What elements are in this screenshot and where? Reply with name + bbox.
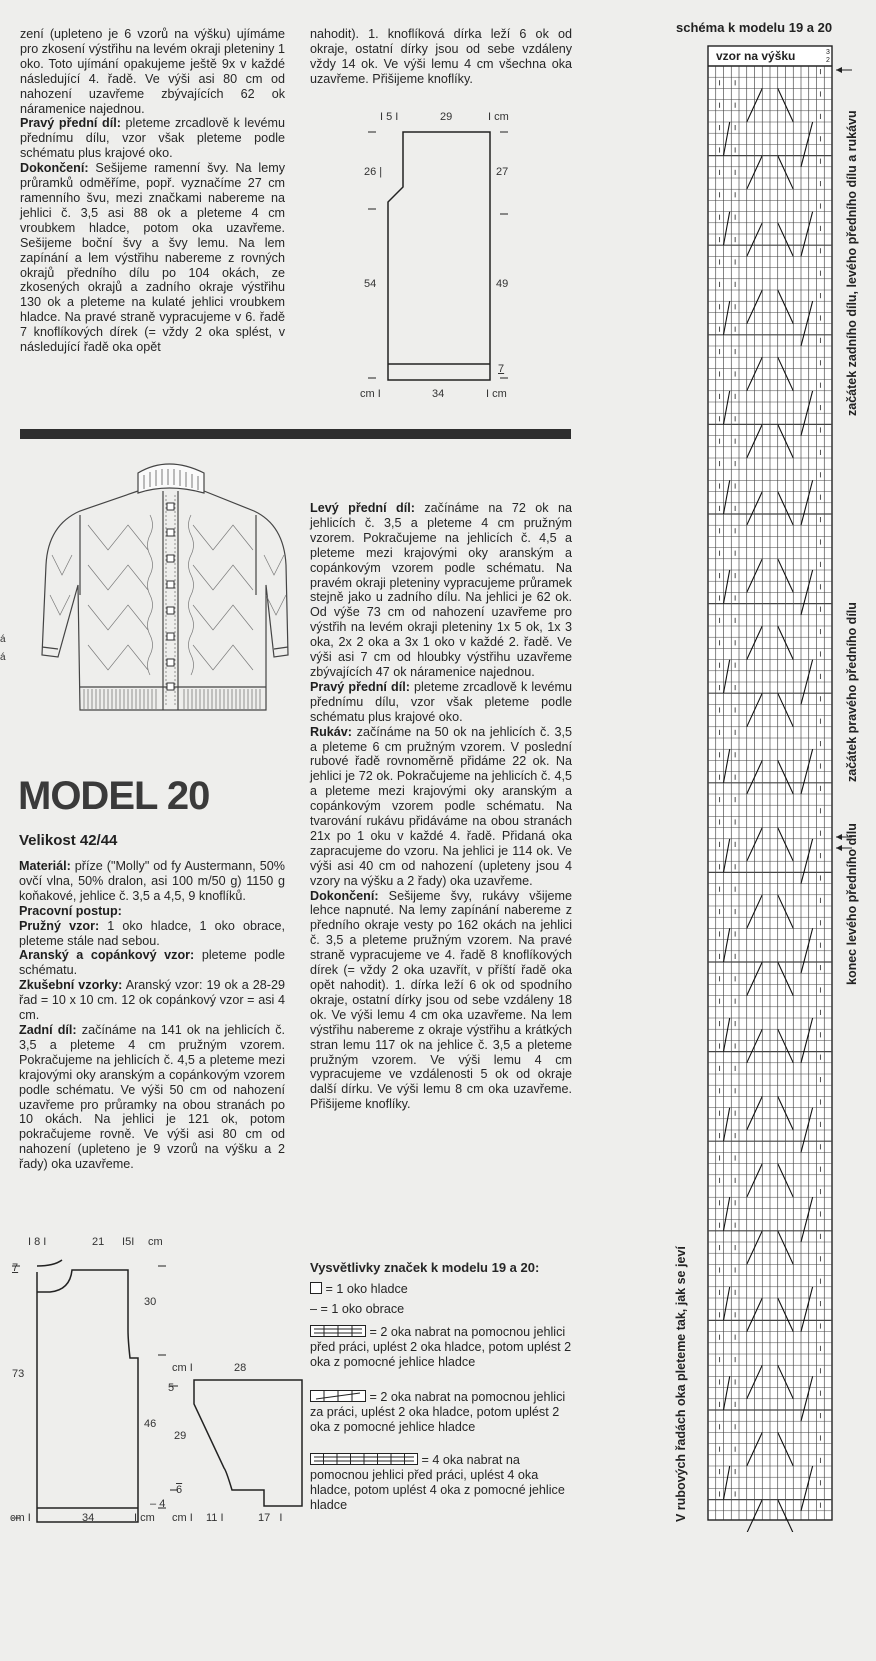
paragraph-heading: Pravý přední díl:: [310, 679, 410, 694]
size-heading: Velikost 42/44: [19, 832, 118, 849]
paragraph-body: Sešijeme švy, rukávy všijeme lehce napnuté. Na lemy zapínání nabereme z předního okraje vesty po 162 okách na jehlici č. 3,5 a pleteme pružným vzorem. Na pravé straně vypracujeme ve 4. řadě 8 knoflíkových dírek (= vždy 2 oka uzavřít, v příští řadě oka opět nahodit). 1. dírka leží 6 ok od spodního okraje, ostatní dírky jsou od sebe vzdáleny 18 ok. Ve výši lemu 4 cm oka uzavřeme. Na lem výstřihu nabereme z okraje výstřihu a krátkých stran lemu 117 ok na jehlice č. 3,5 a pleteme pružným vzorem. Ve výši lemu 4 cm vypracujeme ve vzdálenosti 5 ok od okraje další dírku. Ve výši lemu 8 cm oka uzavřeme. Přišijeme knoflíky.: [310, 888, 572, 1112]
diagram1-outline: [360, 110, 520, 410]
paragraph-body: začínáme na 50 ok na jehlicích č. 3,5 a pleteme 6 cm pružným vzorem. V poslední rubové řadě rovnoměrně přidáme 22 ok. Na jehlici je 72 ok. Pokračujeme na jehlicích č. 4,5 a pleteme mezi krajovými oky aranským a copánkovým vzorem podle schématu. Na tvarování rukávu přidáváme na obou stranách 21x po 1 oku v každé 4. řadě. Přidaná oka zapracujeme do vzoru. Na jehlici je 114 ok. Ve výši asi 40 cm od nahození (upleteny jsou 4 vzory na výšku a 2 řady) oka uzavřeme.: [310, 724, 572, 888]
paragraph-heading: Pravý přední díl:: [20, 116, 121, 131]
diagram1-top-5: I 5 I: [380, 111, 399, 123]
paragraph-heading: Dokončení:: [310, 888, 379, 903]
paragraph-heading: Zkušební vzorky:: [19, 978, 123, 993]
model20-text-col2: [310, 501, 572, 1112]
paragraph-heading: Levý přední díl:: [310, 501, 415, 515]
diagram1-bottom-cm: cm I: [360, 388, 381, 400]
paragraph-body: 1 oko hladce, 1 oko obrace, pleteme stále nad sebou.: [19, 918, 286, 948]
paragraph-heading: Rukáv:: [310, 724, 352, 739]
diagram1-left-26: 26 |: [364, 166, 383, 178]
diagram2-right-4: – 4: [150, 1498, 166, 1510]
chart-header-label: vzor na výšku: [716, 49, 796, 63]
diagram3-bottom-17: 17 I: [258, 1512, 283, 1524]
diagram1-top-cm: I cm: [488, 111, 509, 123]
paragraph: [310, 501, 572, 680]
paragraph-body: začínáme na 72 ok na jehlicích č. 3,5 a pleteme 4 cm pružným vzorem. Pokračujeme na jehlicích č. 4,5 a pleteme mezi krajovými oky aranským a copánkovým vzorem podle schématu. Na pravém okraji pleteniny vypracujeme průramek stejně jako u zadního dílu. Na jehlici je 62 ok. Od výše 73 cm od nahození uzavřeme pro výstřih na levém okraji pleteniny 1x 5 ok, 1x 3 oka, 2x 2 oka a 3x 1 oko v každé 2. řadě. Ve výši asi 7 cm od hloubky výstřihu uzavřeme zbývajících 47 ok náramenice najednou.: [310, 501, 572, 679]
diagram3-left-5: 5: [168, 1382, 175, 1394]
paragraph-heading: Zadní díl:: [19, 1022, 77, 1037]
arrow-end-left-front-head-icon: [836, 845, 842, 851]
paragraph-body: pleteme zrcadlově k levému přednímu dílu, vzor však pleteme podle schématu plus krajové oko.: [310, 679, 572, 724]
paragraph: [19, 904, 285, 919]
paragraph: [19, 1023, 285, 1172]
diagram2-bottom-cm: cm I: [10, 1512, 31, 1524]
diagram1-bottom-cm2: I cm: [486, 388, 507, 400]
paragraph-body: pleteme podle schématu.: [19, 948, 285, 978]
chart-title: schéma k modelu 19 a 20: [676, 20, 833, 35]
diagram3-top-cm: cm I: [172, 1362, 193, 1374]
paragraph: [19, 978, 285, 1023]
diagram1-bottom-34: 34: [432, 388, 445, 400]
paragraph-body: zení (upleteno je 6 vzorů na výšku) ujímáme pro zkosení výstřihu na levém okraji pleteniny 1 oko. Toto ujímání opakujeme ještě 9x v každé následující 4. řadě. Ve výši asi 80 cm od nahození uzavřeme zbývajících 62 ok náramenice najednou.: [20, 27, 285, 116]
diagram2-top-cm: cm: [148, 1236, 163, 1248]
cardigan-illustration: [18, 455, 290, 735]
cable-back-2-icon: [310, 1390, 366, 1402]
cable-front-2-icon: [310, 1325, 366, 1337]
diagram2-left-7: 7: [12, 1262, 19, 1274]
diagram2-outline: [10, 1240, 170, 1530]
paragraph: [310, 889, 572, 1113]
knit-symbol-icon: [310, 1282, 322, 1294]
model20-text-col1: [19, 859, 285, 1172]
legend-cable-front-2: = 2 oka nabrat na pomocnou jehlici před práci, uplést 2 oka hladce, potom uplést 2 oka z pomocné jehlice hladce: [310, 1325, 572, 1369]
chart-header-mark: 2: [826, 57, 830, 64]
arrow-start-back-head-icon: [836, 67, 842, 73]
diagram3-left-29: 29: [174, 1430, 187, 1442]
paragraph: [19, 859, 285, 904]
diagram2-top-5: I5I: [122, 1236, 135, 1248]
diagram1-left-54: 54: [364, 278, 377, 290]
paragraph: [20, 116, 285, 161]
diagram2-bottom-cm2: I cm: [134, 1512, 155, 1524]
legend-title: Vysvětlivky značek k modelu 19 a 20:: [310, 1260, 540, 1275]
cable-front-4-icon: [310, 1453, 418, 1465]
paragraph-body: Aranský vzor: 19 ok a 28-29 řad = 10 x 10 cm. 12 ok copánkový vzor = asi 4 cm.: [19, 978, 285, 1023]
chart-label-start-back: začátek zadního dílu, levého předního dílu a rukávu: [845, 110, 859, 416]
legend-purl: – = 1 oko obrace: [310, 1302, 405, 1316]
margin-mark: á: [0, 652, 6, 663]
diagram3-bottom-11: 11 I: [206, 1512, 224, 1524]
legend-cable-front-4: = 4 oka nabrat na pomocnou jehlici před práci, uplést 4 oka hladce, potom uplést 4 oka z pomocné jehlice hladce: [310, 1453, 565, 1512]
diagram2-bottom-34: 34: [82, 1512, 95, 1524]
diagram3-left-6: 6: [176, 1484, 183, 1496]
diagram1-right-7: 7: [498, 363, 505, 375]
margin-mark: á: [0, 634, 6, 645]
section-divider: [20, 429, 571, 439]
paragraph-body: začínáme na 141 ok na jehlicích č. 3,5 a pleteme 4 cm pružným vzorem. Pokračujeme na jehlicích č. 4,5 a pleteme mezi krajovými oky aranským a copánkovým vzorem podle schématu. Ve výši 50 cm od nahození uzavřeme pro průramky na obou stranách po 10 okách. Na jehlici je 121 ok, potom pokračujeme rovně. Ve výši asi 80 cm od nahození (upleteno je 9 vzorů na výšku a 2 řady) oka uzavřeme.: [19, 1022, 286, 1172]
paragraph: [310, 680, 572, 725]
chart-bottom-note: V rubových řadách oka pleteme tak, jak se jeví: [674, 1246, 688, 1522]
legend-knit: = 1 oko hladce: [310, 1282, 572, 1297]
diagram1-right-27: 27: [496, 166, 509, 178]
paragraph-heading: Materiál:: [19, 859, 71, 873]
legend-cable-back-2: = 2 oka nabrat na pomocnou jehlici za práci, uplést 2 oka hladce, potom uplést 2 oka z pomocné jehlice hladce: [310, 1390, 566, 1434]
model19-text-col2: nahodit). 1. knoflíková dírka leží 6 ok od okraje, ostatní dírky jsou od sebe vzdáleny vždy 14 ok. Ve výši lemu 4 cm všechna oka uzavřeme. Přišijeme knoflíky.: [310, 27, 572, 86]
paragraph-heading: Dokončení:: [20, 161, 89, 176]
model19-text-col1: [20, 27, 285, 355]
diagram3-shape: [164, 1360, 304, 1530]
diagram2-right-30: 30: [144, 1296, 157, 1308]
diagram2-top-21: 21: [92, 1236, 105, 1248]
paragraph: [20, 161, 285, 355]
paragraph-body: pleteme zrcadlově k levému přednímu dílu, vzor však pleteme podle schématu plus krajové oko.: [20, 116, 285, 161]
chart-header-mark: 3: [826, 49, 830, 56]
paragraph-heading: Pracovní postup:: [19, 903, 122, 918]
diagram1-top-29: 29: [440, 111, 453, 123]
paragraph: [310, 725, 572, 889]
paragraph-body: Sešijeme ramenní švy. Na lemy průramků odměříme, popř. vyznačíme 27 cm ramenního švu, mezi značkami nabereme na jehlici č. 3,5 asi 88 ok a pleteme 4 cm vroubkem hladce, potom oka uzavřeme. Sešijeme boční švy a švy lemu. Na lem zapínání a lem výstřihu nabereme z rovných okrajů předního dílu po 104 okách, ze zkosených okrajů a zadního okraje výstřihu 130 ok a pleteme na kulaté jehlici vroubkem hladce. Na pravé straně vypracujeme v 6. řadě 7 knoflíkových dírek (= vždy 2 oka splést, v následující řadě oka opět: [20, 161, 285, 355]
paragraph-heading: Aranský a copánkový vzor:: [19, 948, 195, 963]
chart-label-start-right-front: začátek pravého předního dílu: [845, 602, 859, 782]
paragraph: [19, 948, 285, 978]
paragraph-heading: Pružný vzor:: [19, 918, 100, 933]
model-title: MODEL 20: [18, 774, 210, 818]
arrow-start-right-front-head-icon: [836, 834, 842, 840]
paragraph-body: příze ("Molly" od fy Austermann, 50% ovčí vlna, 50% dralon, asi 100 m/50 g) 1150 g koňakové, jehlice č. 3,5 a 4,5, 9 knoflíků.: [19, 859, 285, 903]
diagram2-top-8: I 8 I: [28, 1236, 47, 1248]
diagram3-bottom-cm: cm I: [172, 1512, 193, 1524]
diagram2-right-46: 46: [144, 1418, 157, 1430]
diagram1-right-49: 49: [496, 278, 509, 290]
diagram3-top-28: 28: [234, 1362, 247, 1374]
paragraph: [20, 27, 285, 116]
paragraph: [19, 919, 285, 949]
diagram2-left-73: 73: [12, 1368, 25, 1380]
chart-label-end-left-front: konec levého předního dílu: [845, 823, 859, 985]
